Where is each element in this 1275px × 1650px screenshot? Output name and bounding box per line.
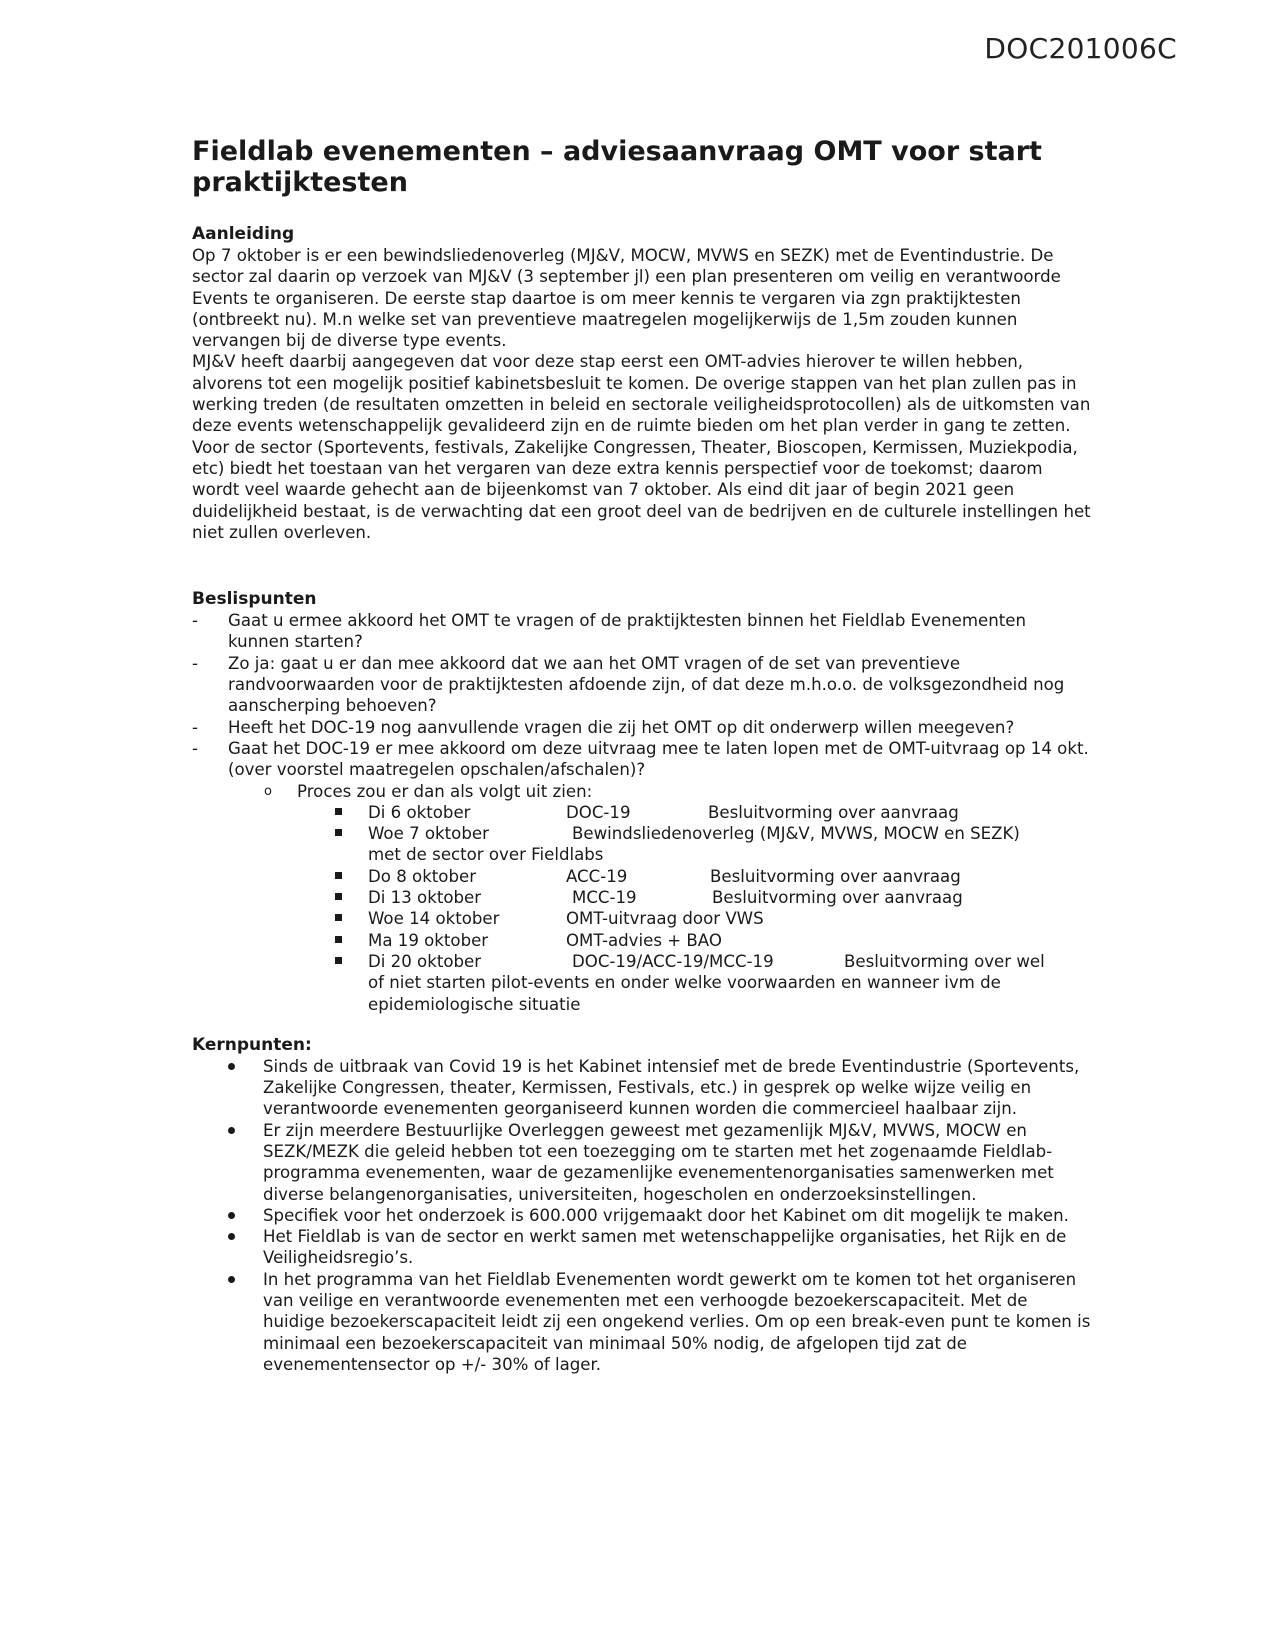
list-item: - Zo ja: gaat u er dan mee akkoord dat we aan het OMT vragen of de set van preventieve randvoorwaarden voor de praktijktesten afdoende zijn, of dat deze m.h.o.o. de volksgezondheid nog aanscherping behoeven? [192,653,1065,716]
bullet-marker [228,1233,235,1240]
list-item: - Gaat het DOC-19 er mee akkoord om deze uitvraag mee te laten lopen met de OMT-uitvraag op 14 okt. (over voorstel maatregelen opschalen/afschalen)? [192,738,1089,780]
aanleiding-text: Op 7 oktober is er een bewindsliedenoverleg (MJ&V, MOCW, MVWS en SEZK) met de Eventindustrie. De sector zal daarin op verzoek van MJ&V (3 september jl) een plan presenteren om veilig en verantwoorde Events te organiseren. De eerste stap daartoe is om meer kennis te vergaren via zgn praktijktesten (ontbreekt nu). M.n welke set van preventieve maatregelen mogelijkerwijs de 1,5m zouden kunnen vervangen bij de diverse type events. MJ&V heeft daarbij aangegeven dat voor deze stap eerst een OMT-advies hierover te willen hebben, alvorens tot een mogelijk positief kabinetsbesluit te komen. De overige stappen van het plan zullen pas in werking treden (de resultaten omzetten in beleid en sectorale veiligheidsprotocollen) als de uitkomsten van deze events wetenschappelijk gevalideerd zijn en de ruimte bieden om het plan verder in gang te zetten. Voor de sector (Sportevents, festivals, Zakelijke Congressen, Theater, Bioscopen, Kermissen, Muziekpodia, etc) biedt het toestaan van het vergaren van deze extra kennis perspectief voor de toekomst; daarom wordt veel waarde gehecht aan de bijeenkomst van 7 oktober. Als eind dit jaar of begin 2021 geen duidelijkheid bestaat, is de verwachting dat een groot deel van de bedrijven en de culturele instellingen het niet zullen overleven. [192,246,1091,542]
circle-marker: o [264,783,272,799]
document-title: Fieldlab evenementen – adviesaanvraag OMT voor start praktijktesten [192,136,1042,198]
list-item: In het programma van het Fieldlab Evenementen wordt gewerkt om te komen tot het organiseren van veilige en verantwoorde evenementen met een verhoogde bezoekerscapaciteit. Met de huidige bezoekerscapaciteit leidt zij een ongekend verlies. Om op een break-even punt te komen is minimaal een bezoekerscapaciteit van minimaal 50% nodig, de afgelopen tijd zat de evenementensector op +/- 30% of lager. [192,1269,1092,1375]
square-marker [335,829,342,836]
schedule-row: Di 6 oktober DOC-19 Besluitvorming over aanvraag [192,802,1092,823]
list-item: Er zijn meerdere Bestuurlijke Overleggen geweest met gezamenlijk MJ&V, MVWS, MOCW en SEZK/MEZK die geleid hebben tot een toezegging om te starten met het zogenaamde Fieldlab-programma evenementen, waar de gezamenlijke evenementenorganisaties samenwerken met diverse belangenorganisaties, universiteiten, hogescholen en onderzoeksinstellingen. [192,1120,1092,1205]
schedule-row: Di 20 oktober DOC-19/ACC-19/MCC-19 Besluitvorming over wel of niet starten pilot-events en onder welke voorwaarden en wanneer ivm de epidemiologische situatie [192,951,1092,1015]
schedule-row: Woe 14 oktober OMT-uitvraag door VWS [192,908,1092,929]
schedule-row: Woe 7 oktober Bewindsliedenoverleg (MJ&V, MVWS, MOCW en SEZK) met de sector over Fieldlabs [192,823,1092,866]
list-item: - Gaat u ermee akkoord het OMT te vragen of de praktijktesten binnen het Fieldlab Evenementen kunnen starten? [192,611,1026,652]
beslispunten-list [192,610,1092,780]
square-marker [335,872,342,879]
list-item: o Proces zou er dan als volgt uit zien: [264,781,593,801]
dash-marker: - [192,611,198,631]
proces-list [192,781,1092,802]
list-item: Het Fieldlab is van de sector en werkt samen met wetenschappelijke organisaties, het Rijk en de Veiligheidsregio’s. [192,1226,1092,1269]
bullet-marker [228,1276,235,1283]
schedule-list [192,802,1092,1015]
square-marker [335,914,342,921]
list-item: Sinds de uitbraak van Covid 19 is het Kabinet intensief met de brede Eventindustrie (Sportevents, Zakelijke Congressen, theater, Kermissen, Festivals, etc.) in gesprek op welke wijze veilig en verantwoorde evenementen georganiseerd kunnen worden die commercieel haalbaar zijn. [192,1056,1092,1120]
bullet-marker [228,1212,235,1219]
kernpunten-list [192,1056,1092,1375]
list-item: Specifiek voor het onderzoek is 600.000 vrijgemaakt door het Kabinet om dit mogelijk te maken. [192,1205,1092,1226]
list-item: - Heeft het DOC-19 nog aanvullende vragen die zij het OMT op dit onderwerp willen meegeven? [192,717,1015,737]
document-id: DOC201006C [984,32,1177,65]
dash-marker: - [192,717,198,737]
document-body [192,136,1092,1375]
square-marker [335,936,342,943]
square-marker [335,957,342,964]
section-heading-beslispunten: Beslispunten [192,589,317,610]
bullet-marker [228,1063,235,1070]
square-marker [335,808,342,815]
square-marker [335,893,342,900]
bullet-marker [228,1127,235,1134]
dash-marker: - [192,653,198,673]
section-heading-kernpunten: Kernpunten: [192,1034,312,1055]
section-heading-aanleiding: Aanleiding [192,224,295,244]
schedule-row: Do 8 oktober ACC-19 Besluitvorming over aanvraag [192,866,1092,887]
schedule-row: Di 13 oktober MCC-19 Besluitvorming over aanvraag [192,887,1092,908]
dash-marker: - [192,738,198,758]
schedule-row: Ma 19 oktober OMT-advies + BAO [192,930,1092,951]
